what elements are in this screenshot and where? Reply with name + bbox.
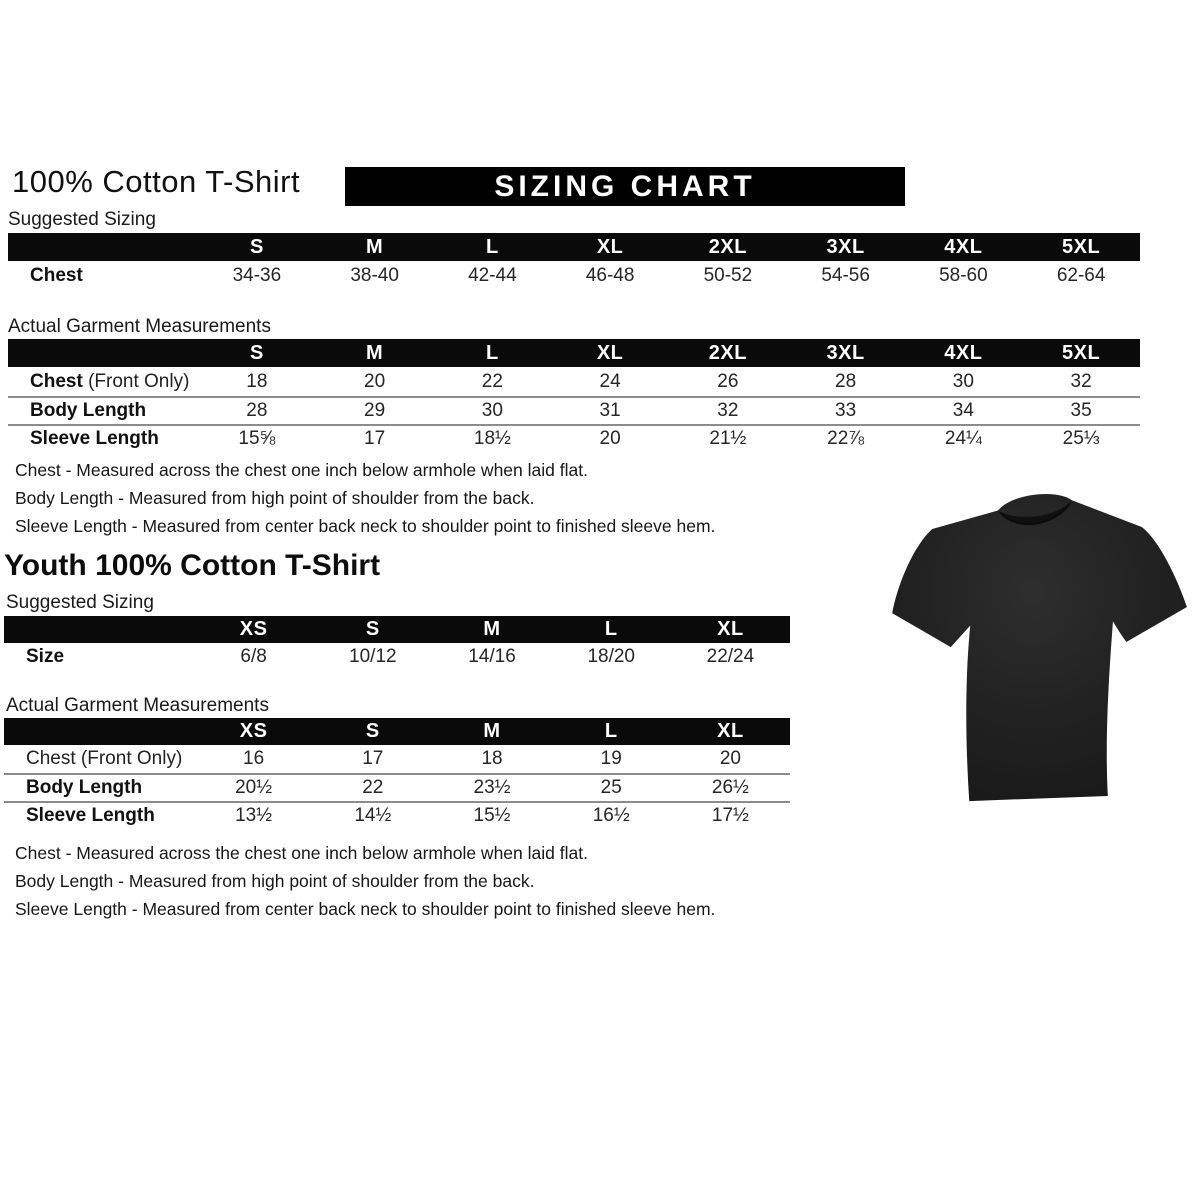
- table-cell: 46-48: [585, 265, 635, 286]
- size-col-header: M: [483, 720, 501, 742]
- table-cell: 19: [600, 748, 622, 769]
- size-col-header: XL: [596, 341, 624, 364]
- table-cell: 13½: [235, 805, 273, 826]
- tshirt-body: [892, 494, 1187, 801]
- table-cell: 26: [717, 370, 739, 392]
- adult-title: 100% Cotton T-Shirt: [12, 164, 301, 199]
- size-col-header: 3XL: [826, 341, 865, 364]
- adult-measurement-notes: [15, 462, 715, 546]
- table-row-chest: [8, 367, 1140, 396]
- size-col-header: L: [604, 618, 618, 640]
- table-cell: 17: [362, 748, 384, 769]
- table-cell: 50-52: [703, 265, 753, 286]
- adult-actual-header-row: [8, 339, 1140, 367]
- table-cell: 31: [599, 400, 621, 421]
- table-cell: 20: [364, 370, 386, 392]
- size-col-header: 5XL: [1062, 235, 1101, 258]
- size-col-header: S: [249, 235, 264, 258]
- row-label: Sleeve Length: [26, 805, 155, 826]
- table-cell: 22⅞: [827, 428, 865, 449]
- table-cell: 18: [246, 370, 268, 392]
- table-cell: 21½: [709, 428, 747, 449]
- youth-actual-header-row: [4, 718, 790, 745]
- table-cell: 54-56: [821, 265, 870, 286]
- sizing-chart-banner: [345, 167, 905, 206]
- table-cell: 14½: [354, 805, 392, 826]
- size-col-header: L: [604, 720, 618, 742]
- youth-suggested-sizing-label: Suggested Sizing: [6, 592, 154, 613]
- size-col-header: 3XL: [826, 235, 865, 258]
- table-cell: 29: [364, 400, 386, 421]
- size-col-header: L: [486, 235, 499, 258]
- table-cell: 18½: [473, 428, 511, 449]
- size-col-header: S: [365, 618, 380, 640]
- table-cell: 17½: [711, 805, 749, 826]
- row-label: Body Length: [26, 777, 143, 798]
- youth-actual-measurements-label: Actual Garment Measurements: [6, 695, 269, 716]
- adult-suggested-header-row: [8, 233, 1140, 261]
- size-col-header: XL: [717, 618, 744, 640]
- table-cell: 20: [719, 748, 741, 769]
- table-cell: 28: [246, 400, 268, 421]
- youth-actual-table: [4, 718, 790, 829]
- adult-suggested-sizing-label: Suggested Sizing: [8, 209, 156, 230]
- row-label: Size: [26, 646, 65, 667]
- note-line: Sleeve Length - Measured from center back neck to shoulder point to finished sleeve hem.: [15, 899, 716, 919]
- size-col-header: S: [249, 341, 264, 364]
- tshirt-illustration: [883, 468, 1191, 820]
- table-cell: 24¼: [944, 428, 982, 449]
- youth-title: Youth 100% Cotton T-Shirt: [4, 549, 381, 582]
- table-cell: 14/16: [468, 646, 516, 667]
- sizing-chart-banner-text: SIZING CHART: [494, 169, 756, 203]
- table-cell: 30: [481, 400, 503, 421]
- size-col-header: 2XL: [708, 341, 747, 364]
- row-label-main: Chest: [26, 748, 76, 769]
- table-cell: 32: [717, 400, 739, 421]
- row-label: Sleeve Length: [30, 428, 159, 449]
- table-cell: 17: [364, 428, 386, 449]
- size-col-header: L: [486, 341, 499, 364]
- table-cell: 26½: [711, 777, 749, 798]
- table-cell: 38-40: [350, 265, 399, 286]
- size-col-header: XS: [239, 618, 268, 640]
- row-label: [8, 371, 198, 393]
- table-cell: 58-60: [939, 265, 988, 286]
- row-label: [4, 748, 194, 770]
- table-cell: 34-36: [232, 265, 282, 286]
- table-cell: 25: [600, 777, 622, 798]
- row-label-note: (Front Only): [80, 748, 183, 769]
- table-cell: 34: [952, 400, 974, 421]
- table-cell: 42-44: [468, 265, 517, 286]
- size-col-header: XL: [596, 235, 624, 258]
- table-row-sleeve-length: [4, 801, 790, 829]
- size-col-header: M: [366, 235, 384, 258]
- note-line: Body Length - Measured from high point of shoulder from the back.: [15, 871, 535, 891]
- table-cell: 18/20: [587, 646, 635, 667]
- table-cell: 24: [599, 370, 621, 392]
- table-cell: 22: [362, 777, 384, 798]
- youth-suggested-table: [4, 616, 790, 671]
- table-cell: 33: [835, 400, 857, 421]
- table-cell: 20: [599, 428, 621, 449]
- size-col-header: 4XL: [944, 341, 983, 364]
- size-col-header: XL: [717, 720, 744, 742]
- table-cell: 18: [481, 748, 503, 769]
- table-row-size: [4, 643, 790, 671]
- row-label: Body Length: [30, 400, 147, 421]
- note-line: Chest - Measured across the chest one inch below armhole when laid flat.: [15, 460, 588, 480]
- table-cell: 22: [481, 370, 503, 392]
- tshirt-photo: [883, 468, 1191, 820]
- size-col-header: S: [365, 720, 380, 742]
- table-cell: 35: [1070, 400, 1092, 421]
- table-row-sleeve-length: [8, 424, 1140, 452]
- adult-suggested-table: [8, 233, 1140, 291]
- row-label-main: Chest: [30, 370, 83, 392]
- table-cell: 20½: [235, 777, 273, 798]
- note-line: Body Length - Measured from high point of shoulder from the back.: [15, 488, 535, 508]
- table-cell: 16: [243, 748, 265, 769]
- size-col-header: M: [366, 341, 384, 364]
- table-row-body-length: [4, 773, 790, 801]
- youth-measurement-notes: [15, 845, 715, 929]
- table-cell: 32: [1070, 370, 1092, 392]
- row-label-note: (Front Only): [88, 370, 190, 392]
- table-cell: 25⅓: [1062, 428, 1100, 449]
- table-cell: 23½: [473, 777, 511, 798]
- table-cell: 15½: [473, 805, 511, 826]
- row-label: Chest: [30, 265, 83, 286]
- table-row-chest: [4, 745, 790, 773]
- table-row: [8, 261, 1140, 291]
- table-cell: 15⅝: [238, 428, 276, 449]
- table-cell: 62-64: [1056, 265, 1106, 286]
- adult-actual-table: [8, 339, 1140, 452]
- note-line: Chest - Measured across the chest one inch below armhole when laid flat.: [15, 843, 588, 863]
- size-col-header: XS: [239, 720, 268, 742]
- adult-actual-measurements-label: Actual Garment Measurements: [8, 316, 271, 337]
- table-cell: 10/12: [349, 646, 397, 667]
- size-col-header: 2XL: [708, 235, 747, 258]
- size-col-header: 4XL: [944, 235, 983, 258]
- table-cell: 30: [952, 370, 974, 392]
- size-col-header: 5XL: [1062, 341, 1101, 364]
- table-row-body-length: [8, 396, 1140, 424]
- size-col-header: M: [483, 618, 501, 640]
- table-cell: 28: [835, 370, 857, 392]
- table-cell: 6/8: [240, 646, 267, 667]
- table-cell: 16½: [592, 805, 630, 826]
- table-cell: 22/24: [706, 646, 755, 667]
- youth-suggested-header-row: [4, 616, 790, 643]
- note-line: Sleeve Length - Measured from center back neck to shoulder point to finished sleeve hem.: [15, 516, 716, 536]
